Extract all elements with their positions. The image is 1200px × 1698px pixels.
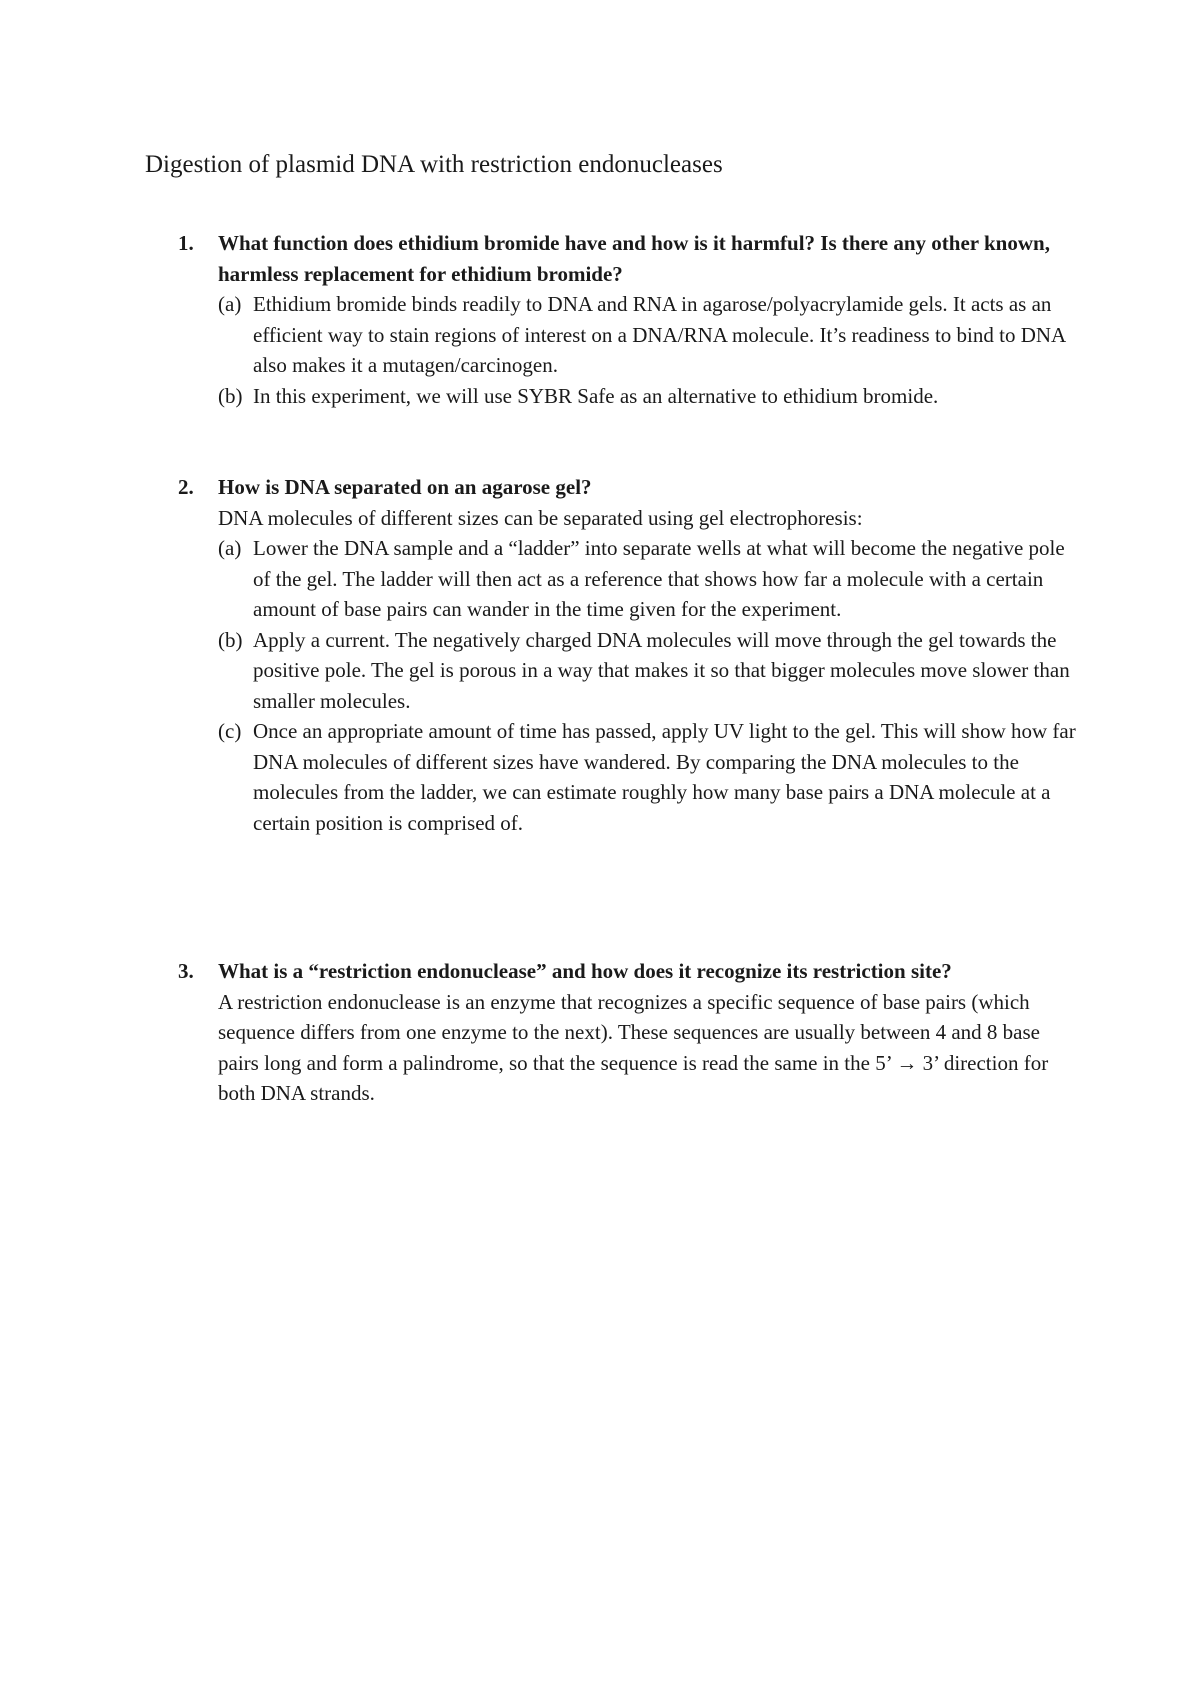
- question-body: [218, 228, 1078, 411]
- answer-paragraph: A restriction endonuclease is an enzyme that recognizes a specific sequence of base pairs (which sequence differs from one enzyme to the next). These sequences are usually between 4 and 8 base pairs long and form a palindrome, so that the sequence is read the same in the 5’ → 3’ direction for both DNA strands.: [218, 989, 1049, 1105]
- question-number: 3.: [178, 959, 194, 983]
- answer-marker: (b): [218, 383, 243, 408]
- answer-item: [218, 533, 1078, 625]
- answer-item: [218, 289, 1078, 381]
- answer-intro: DNA molecules of different sizes can be separated using gel electrophoresis:: [218, 505, 863, 530]
- question-text: What is a “restriction endonuclease” and how does it recognize its restriction site?: [218, 959, 952, 983]
- question-body: [218, 472, 1078, 838]
- answer-marker: (a): [218, 536, 242, 560]
- question-body: [218, 956, 1078, 1109]
- answer-item: [218, 716, 1078, 838]
- answer-text: In this experiment, we will use SYBR Safe as an alternative to ethidium bromide.: [253, 383, 939, 408]
- answer-list: [218, 533, 1078, 838]
- question-3: [178, 956, 1078, 1109]
- answer-marker: (a): [218, 292, 242, 316]
- answer-text: Ethidium bromide binds readily to DNA and RNA in agarose/polyacrylamide gels. It acts as an efficient way to stain regions of interest on a DNA/RNA molecule. It’s readiness to bind to DNA also makes it a mutagen/carcinogen.: [253, 292, 1066, 377]
- answer-text: Lower the DNA sample and a “ladder” into separate wells at what will become the negative pole of the gel. The ladder will then act as a reference that shows how far a molecule with a certain amount of base pairs can wander in the time given for the experiment.: [253, 536, 1065, 621]
- answer-marker: (b): [218, 627, 243, 652]
- answer-text: Apply a current. The negatively charged DNA molecules will move through the gel towards the positive pole. The gel is porous in a way that makes it so that bigger molecules move slower than smaller molecules.: [253, 627, 1070, 713]
- question-1: [178, 228, 1078, 411]
- answer-item: [218, 381, 1078, 412]
- document-title: Digestion of plasmid DNA with restriction endonucleases: [145, 151, 723, 178]
- answer-text: Once an appropriate amount of time has passed, apply UV light to the gel. This will show how far DNA molecules of different sizes have wandered. By comparing the DNA molecules to the molecules from the ladder, we can estimate roughly how many base pairs a DNA molecule at a certain position is comprised of.: [253, 719, 1076, 835]
- answer-item: [218, 625, 1078, 717]
- question-number: 1.: [178, 231, 194, 255]
- answer-list: [218, 289, 1078, 411]
- question-number: 2.: [178, 475, 194, 499]
- question-text: How is DNA separated on an agarose gel?: [218, 475, 592, 499]
- answer-marker: (c): [218, 719, 242, 743]
- question-2: [178, 472, 1078, 838]
- question-text: What function does ethidium bromide have and how is it harmful? Is there any other known, harmless replacement for ethidium bromide?: [218, 231, 1050, 286]
